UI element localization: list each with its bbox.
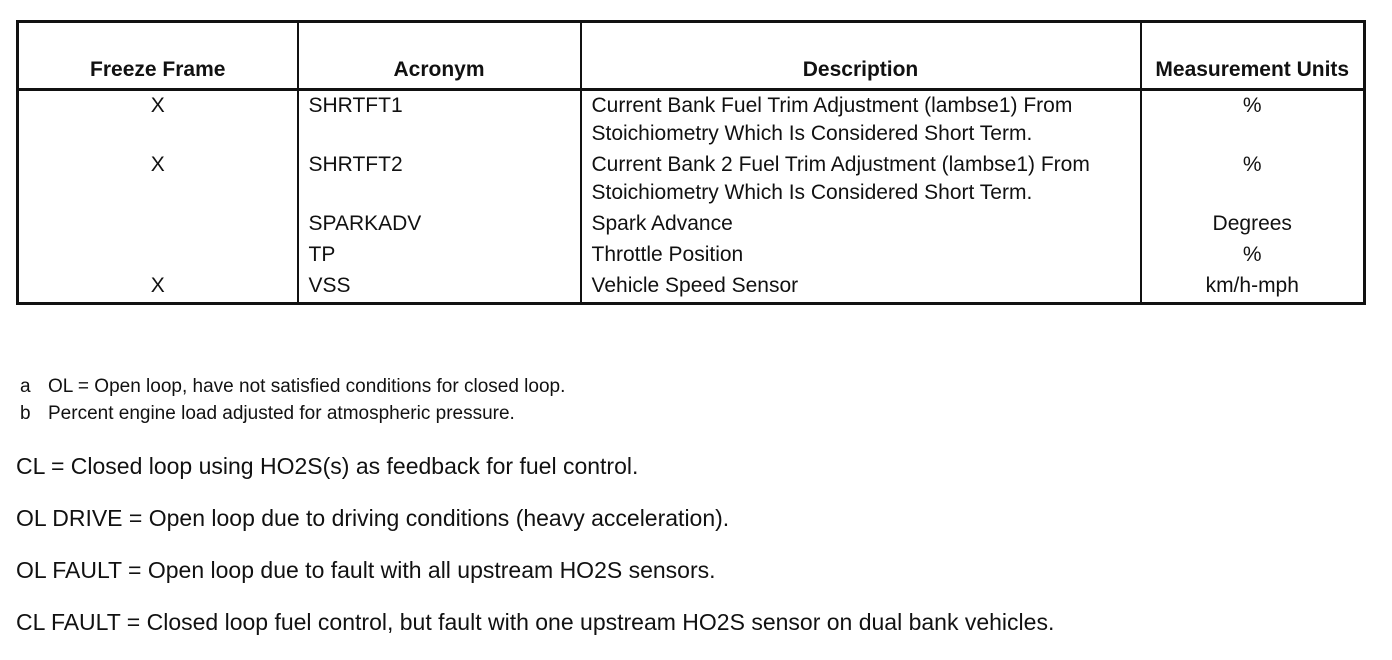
acronym-cell: SPARKADV [298,209,581,240]
header-freeze-frame: Freeze Frame [18,22,298,90]
table-row [18,240,1365,271]
footnote-text: OL = Open loop, have not satisfied conditions for closed loop. [48,376,566,397]
table-row [18,90,1365,151]
loop-status-definitions [16,452,1054,660]
units-cell: Degrees [1141,209,1365,240]
footnote-b [20,400,565,427]
pid-table-container [16,20,1363,305]
definition-cl: CL = Closed loop using HO2S(s) as feedback for fuel control. [16,453,639,479]
footnote-a [20,373,565,400]
acronym-cell: VSS [298,271,581,304]
acronym-cell: SHRTFT2 [298,150,581,209]
units-cell: km/h-mph [1141,271,1365,304]
definition-cl-fault: CL FAULT = Closed loop fuel control, but fault with one upstream HO2S sensor on dual bank vehicles. [16,609,1055,635]
freeze-frame-cell: X [18,271,298,304]
freeze-frame-cell: X [18,150,298,209]
acronym-cell: SHRTFT1 [298,90,581,151]
definition-ol-fault: OL FAULT = Open loop due to fault with all upstream HO2S sensors. [16,557,716,583]
footnote-marker: b [20,403,31,424]
description-cell: Spark Advance [581,209,1141,240]
footnote-text: Percent engine load adjusted for atmospheric pressure. [48,403,515,424]
definition-ol-drive: OL DRIVE = Open loop due to driving conditions (heavy acceleration). [16,505,730,531]
freeze-frame-cell: X [18,90,298,151]
table-row [18,150,1365,209]
header-acronym: Acronym [298,22,581,90]
header-measurement-units: Measurement Units [1141,22,1365,90]
freeze-frame-cell [18,240,298,271]
units-cell: % [1141,240,1365,271]
units-cell: % [1141,90,1365,151]
description-cell: Current Bank 2 Fuel Trim Adjustment (lambse1) From Stoichiometry Which Is Considered Short Term. [581,150,1141,209]
table-row [18,271,1365,304]
footnote-marker: a [20,376,31,397]
freeze-frame-cell [18,209,298,240]
description-cell: Vehicle Speed Sensor [581,271,1141,304]
description-cell: Current Bank Fuel Trim Adjustment (lambse1) From Stoichiometry Which Is Considered Short Term. [581,90,1141,151]
table-header-row [18,22,1365,90]
description-cell: Throttle Position [581,240,1141,271]
units-cell: % [1141,150,1365,209]
pid-table [16,20,1366,305]
footnotes [20,373,565,427]
table-row [18,209,1365,240]
header-description: Description [581,22,1141,90]
acronym-cell: TP [298,240,581,271]
